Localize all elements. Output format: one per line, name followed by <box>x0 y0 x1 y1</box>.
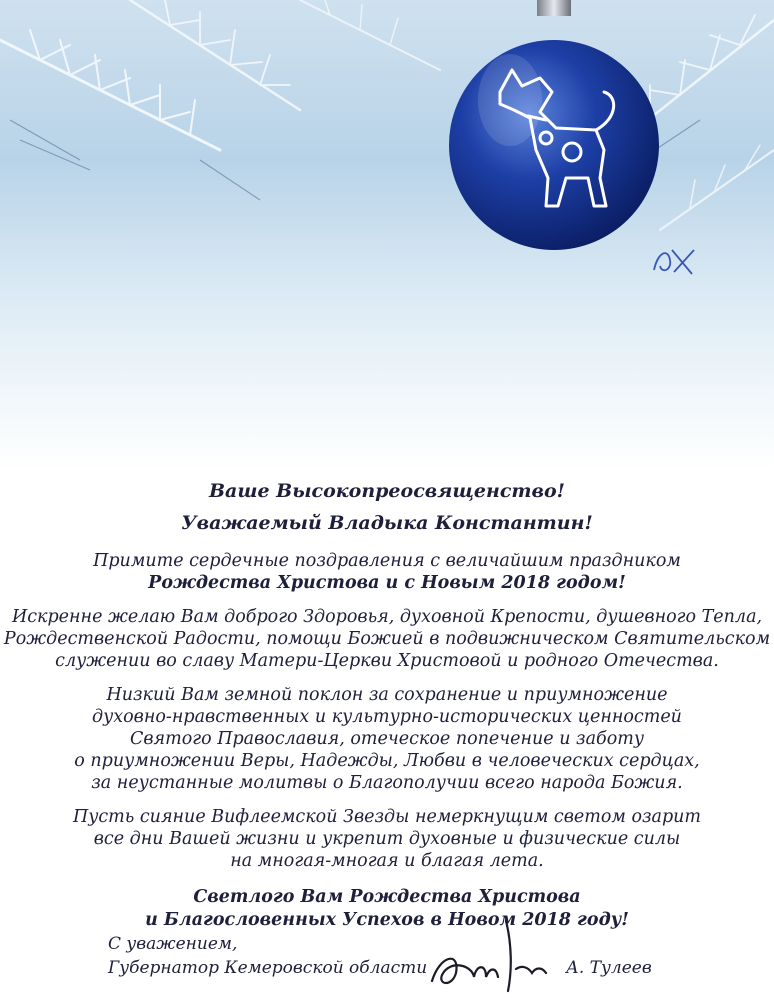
closing-line: Светлого Вам Рождества Христова <box>193 887 581 907</box>
paragraph-line: все дни Вашей жизни и укрепит духовные и физические силы <box>93 829 681 849</box>
paragraph-line: за неустанные молитвы о Благополучии всего народа Божия. <box>91 773 683 793</box>
signer-name: А. Тулеев <box>566 958 652 978</box>
paragraph-line: Примите сердечные поздравления с величайшим праздником <box>93 551 681 571</box>
paragraph-wishes <box>0 606 774 672</box>
salutation-title: Ваше Высокопреосвященство! <box>208 480 566 502</box>
paragraph-line: Рождественской Радости, помощи Божией в подвижническом Святительском <box>3 629 771 649</box>
signer-position: Губернатор Кемеровской области <box>108 958 428 978</box>
fir-branches <box>0 0 774 230</box>
paragraph-blessing <box>0 806 774 872</box>
paragraph-line: Пусть сияние Вифлеемской Звезды немеркнущим светом озарит <box>72 807 702 827</box>
paragraph-line: духовно-нравственных и культурно-исторических ценностей <box>92 707 682 727</box>
letter-body <box>0 470 774 932</box>
paragraph-line: Искренне желаю Вам доброго Здоровья, духовной Крепости, душевного Тепла, <box>11 607 763 627</box>
paragraph-congratulations <box>0 550 774 594</box>
paragraph-line: о приумножении Веры, Надежды, Любви в человеческих сердцах, <box>74 751 700 771</box>
paragraph-line: на многая-многая и благая лета. <box>230 851 544 871</box>
paragraph-line: Низкий Вам земной поклон за сохранение и приумножение <box>106 685 668 705</box>
handwritten-mark <box>648 240 708 280</box>
paragraph-line: Рождества Христова и с Новым 2018 годом! <box>148 573 626 593</box>
paragraph-line: служении во славу Матери-Церкви Христовой и родного Отечества. <box>55 651 719 671</box>
paragraph-gratitude <box>0 684 774 794</box>
signature-block <box>108 932 728 980</box>
paragraph-line: Святого Православия, отеческое попечение и заботу <box>129 729 644 749</box>
salutation-name: Уважаемый Владыка Константин! <box>181 512 593 534</box>
closing-wishes <box>0 886 774 932</box>
closing-line: и Благословенных Успехов в Новом 2018 году! <box>145 910 629 930</box>
christmas-ornament <box>449 0 659 250</box>
handwritten-signature <box>420 915 560 995</box>
regards-text: С уважением, <box>108 934 238 954</box>
